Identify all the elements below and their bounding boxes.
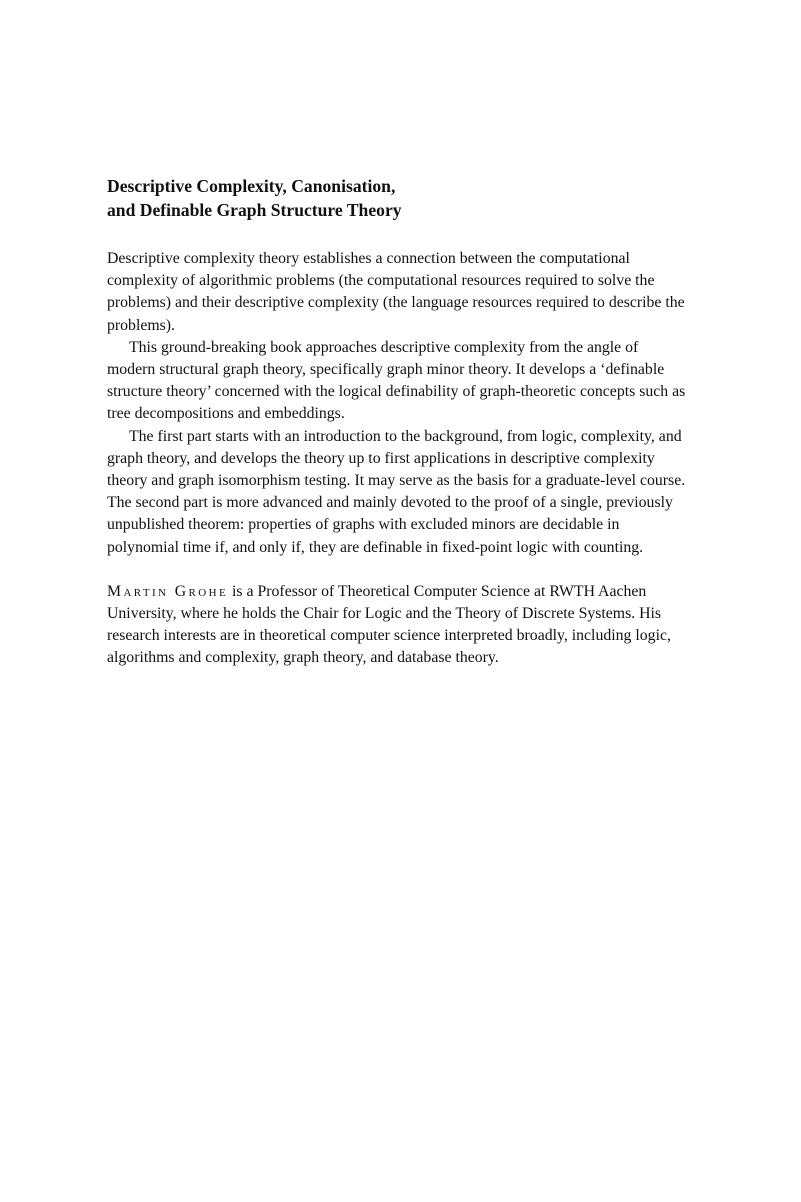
description-paragraph-2: This ground-breaking book approaches descriptive complexity from the angle of modern structural graph theory, specifically graph minor theory. It develops a ‘definable structure theory’ concerned with the logical definability of graph-theoretic concepts such as tree decompositions and embeddings.	[107, 338, 686, 423]
book-title-line-1: Descriptive Complexity, Canonisation,	[107, 176, 396, 196]
book-blurb-page	[107, 174, 687, 670]
book-description	[107, 248, 687, 559]
description-paragraph-3: The first part starts with an introduction to the background, from logic, complexity, and graph theory, and develops the theory up to first applications in descriptive complexity theory and graph isomorphism testing. It may serve as the basis for a graduate-level course. The second part is more advanced and mainly devoted to the proof of a single, previously unpublished theorem: properties of graphs with excluded minors are decidable in polynomial time if, and only if, they are definable in fixed-point logic with counting.	[107, 427, 686, 556]
author-bio-text: is a Professor of Theoretical Computer Science at RWTH Aachen University, where he holds the Chair for Logic and the Theory of Discrete Systems. His research interests are in theoretical computer science interpreted broadly, including logic, algorithms and complexity, graph theory, and database theory.	[107, 582, 671, 667]
author-name: Martin Grohe	[107, 582, 229, 600]
book-title	[107, 174, 687, 222]
author-bio	[107, 581, 687, 670]
description-paragraph-1: Descriptive complexity theory establishes a connection between the computational complexity of algorithmic problems (the computational resources required to solve the problems) and their descriptive complexity (the language resources required to describe the problems).	[107, 250, 685, 334]
book-title-line-2: and Definable Graph Structure Theory	[107, 200, 402, 220]
